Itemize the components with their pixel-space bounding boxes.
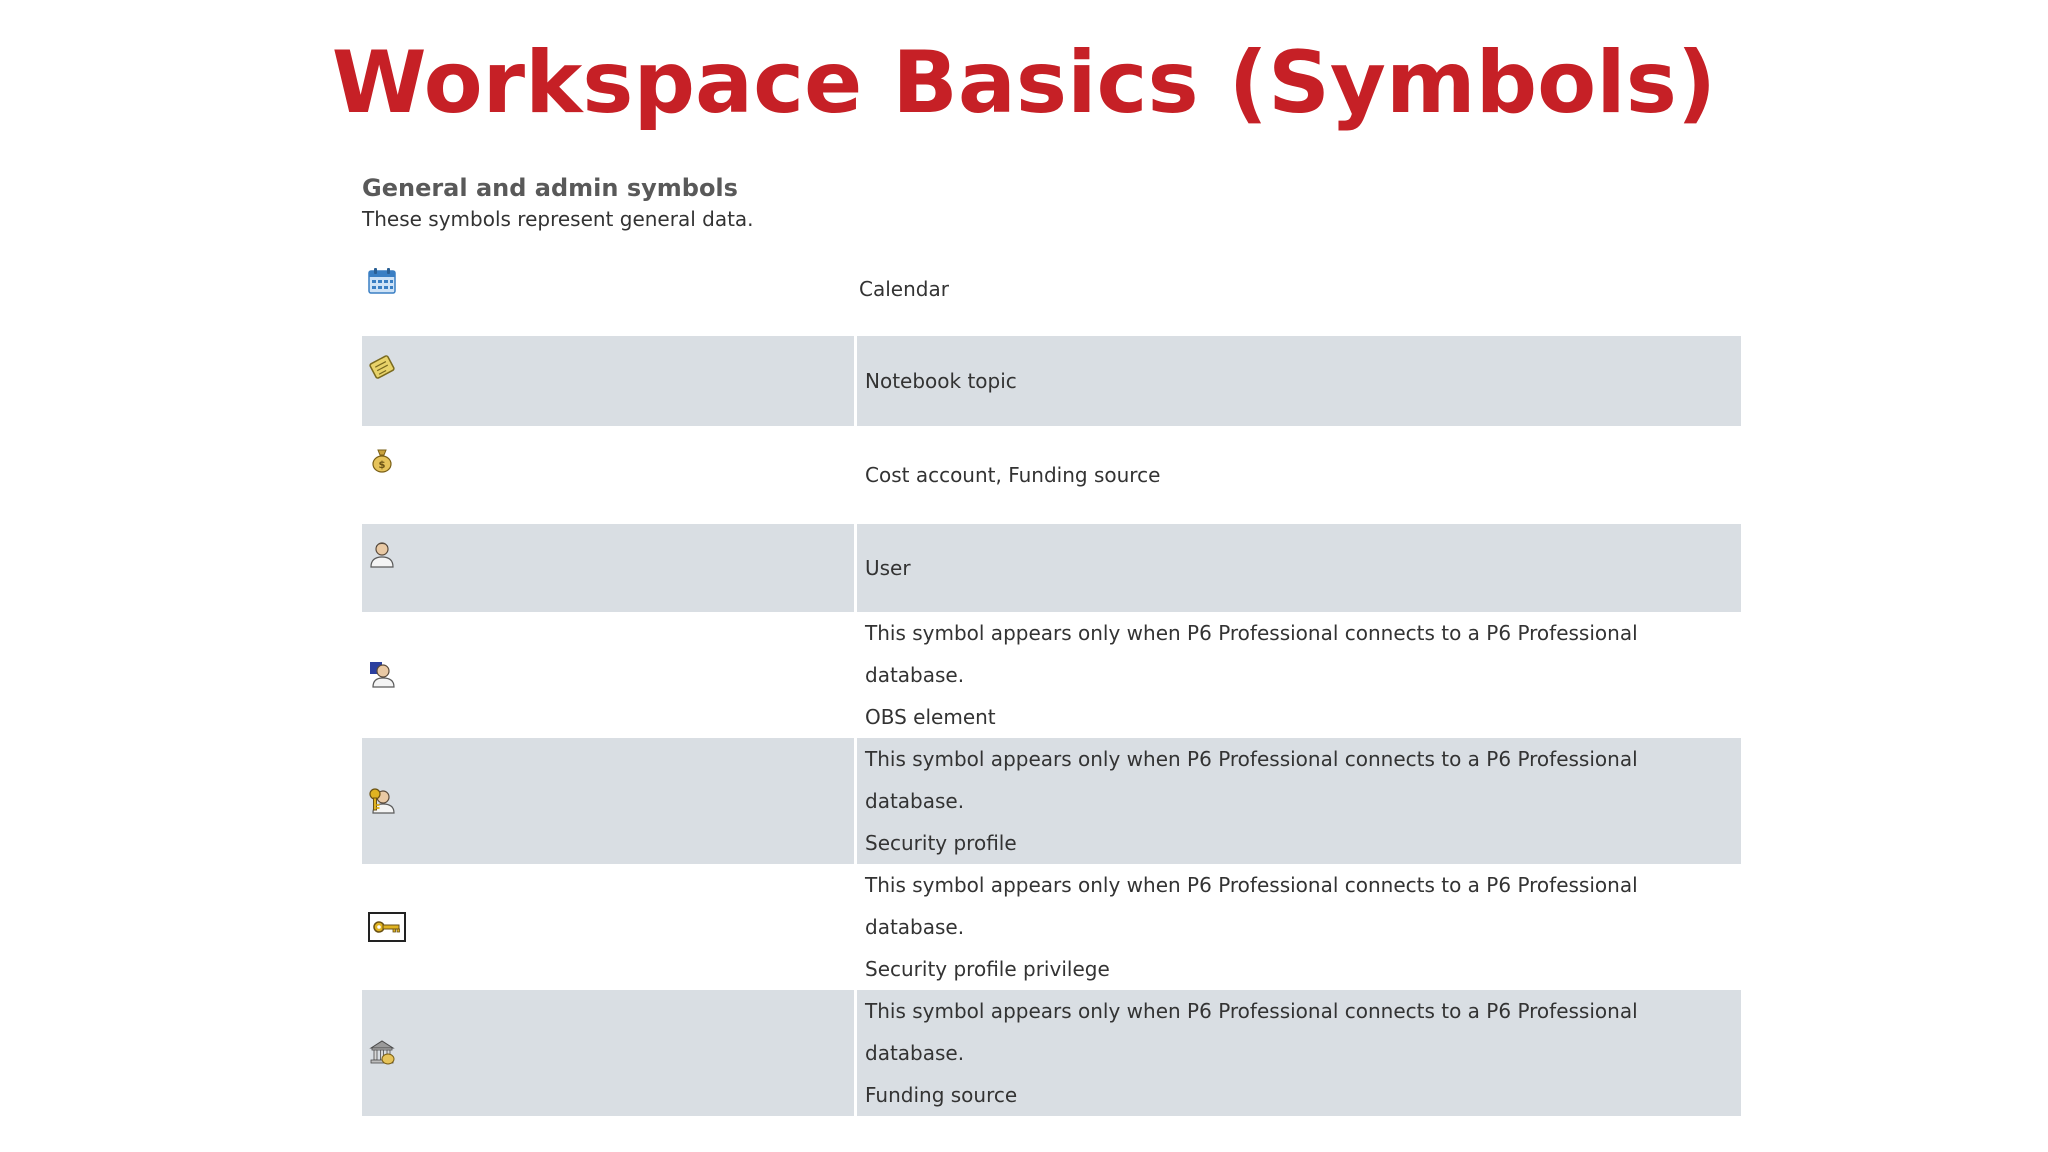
description-cell bbox=[857, 336, 1741, 426]
table-row bbox=[362, 524, 1741, 612]
calendar-icon bbox=[368, 268, 398, 298]
symbol-note: This symbol appears only when P6 Professional connects to a P6 Professional database. bbox=[865, 999, 1638, 1065]
table-row bbox=[362, 864, 1741, 990]
symbol-name: Cost account, Funding source bbox=[865, 463, 1161, 487]
symbol-name: Calendar bbox=[859, 277, 949, 301]
notebook-topic-icon bbox=[368, 354, 398, 384]
symbol-note: This symbol appears only when P6 Professional connects to a P6 Professional database. bbox=[865, 873, 1638, 939]
symbol-note: This symbol appears only when P6 Professional connects to a P6 Professional database. bbox=[865, 621, 1638, 687]
symbol-cell bbox=[362, 426, 854, 524]
description-cell bbox=[857, 990, 1741, 1116]
description-cell bbox=[857, 864, 1741, 990]
table-row bbox=[362, 738, 1741, 864]
symbols-section bbox=[362, 172, 1747, 1116]
description-cell bbox=[857, 612, 1741, 738]
table-row bbox=[362, 990, 1741, 1116]
description-cell bbox=[857, 524, 1741, 612]
symbol-name: Security profile privilege bbox=[865, 957, 1110, 981]
funding-source-icon bbox=[368, 1038, 398, 1068]
description-cell bbox=[857, 258, 1741, 336]
table-row bbox=[362, 336, 1741, 426]
svg-text:$: $ bbox=[378, 460, 386, 471]
symbols-table bbox=[359, 258, 1744, 1116]
symbol-name: Notebook topic bbox=[865, 369, 1017, 393]
symbol-name: OBS element bbox=[865, 705, 996, 729]
symbol-name: Funding source bbox=[865, 1083, 1018, 1107]
symbol-cell bbox=[362, 524, 854, 612]
obs-element-icon bbox=[368, 660, 398, 690]
symbol-cell bbox=[362, 612, 854, 738]
key-privilege-icon bbox=[368, 911, 406, 943]
description-cell bbox=[857, 738, 1741, 864]
symbol-cell bbox=[362, 990, 854, 1116]
user-icon bbox=[368, 540, 398, 570]
section-heading: General and admin symbols bbox=[362, 174, 738, 202]
description-cell bbox=[857, 426, 1741, 524]
money-bag-icon bbox=[368, 446, 398, 476]
symbol-cell bbox=[362, 864, 854, 990]
security-profile-icon bbox=[368, 786, 398, 816]
symbol-cell bbox=[362, 258, 854, 336]
symbol-name: Security profile bbox=[865, 831, 1017, 855]
symbol-cell bbox=[362, 738, 854, 864]
symbol-cell bbox=[362, 336, 854, 426]
table-row bbox=[362, 426, 1741, 524]
table-row bbox=[362, 258, 1741, 336]
section-description: These symbols represent general data. bbox=[362, 207, 754, 231]
table-row bbox=[362, 612, 1741, 738]
symbol-note: This symbol appears only when P6 Professional connects to a P6 Professional database. bbox=[865, 747, 1638, 813]
symbol-name: User bbox=[865, 556, 911, 580]
slide-title: Workspace Basics (Symbols) bbox=[331, 33, 1717, 133]
